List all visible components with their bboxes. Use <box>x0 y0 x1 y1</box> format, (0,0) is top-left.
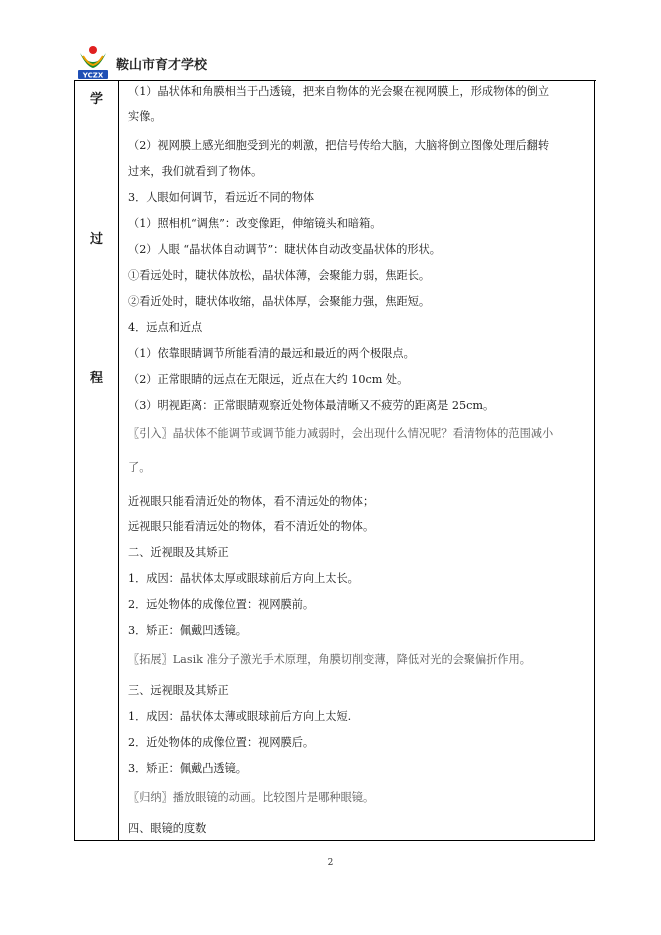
text-line: （2）正常眼睛的远点在无限远，近点在大约 10cm 处。 <box>128 373 409 386</box>
page-number: 2 <box>327 858 334 868</box>
text-line: （1）晶状体和角膜相当于凸透镜，把来自物体的光会聚在视网膜上，形成物体的倒立 <box>128 85 550 98</box>
text-line: 实像。 <box>128 110 162 123</box>
text-line: （1）照相机“调焦”：改变像距，伸缩镜头和暗箱。 <box>128 217 382 230</box>
callout-line: 了。 <box>128 461 151 474</box>
text-line: 1．成因：晶状体太薄或眼球前后方向上太短. <box>128 710 352 723</box>
callout-line: 〖拓展〗Lasik 准分子激光手术原理，角膜切削变薄，降低对光的会聚偏折作用。 <box>128 653 531 666</box>
side-label-cheng: 程 <box>89 371 103 386</box>
text-line: （2）人眼 “晶状体自动调节”：睫状体自动改变晶状体的形状。 <box>128 243 441 256</box>
text-line: 过来，我们就看到了物体。 <box>128 165 263 178</box>
side-label-guo: 过 <box>89 232 103 247</box>
text-line: 3．矫正：佩戴凹透镜。 <box>128 624 247 637</box>
section-heading: 四、眼镜的度数 <box>128 822 207 835</box>
text-line: 3．人眼如何调节，看远近不同的物体 <box>128 191 315 204</box>
text-line: 3．矫正：佩戴凸透镜。 <box>128 762 247 775</box>
text-line: （2）视网膜上感光细胞受到光的刺激，把信号传给大脑，大脑将倒立图像处理后翻转 <box>128 139 550 152</box>
lesson-table <box>74 80 595 841</box>
text-line: 1．成因：晶状体太厚或眼球前后方向上太长。 <box>128 572 359 585</box>
text-line: 近视眼只能看清近处的物体，看不清远处的物体； <box>128 495 375 508</box>
text-line: ①看远处时，睫状体放松，晶状体薄，会聚能力弱，焦距长。 <box>128 269 431 282</box>
callout-line: 〖引入〗晶状体不能调节或调节能力减弱时，会出现什么情况呢？看清物体的范围减小 <box>128 427 554 440</box>
side-label-xue: 学 <box>89 92 103 107</box>
section-heading: 三、远视眼及其矫正 <box>128 684 229 697</box>
text-line: （3）明视距离：正常眼睛观察近处物体最清晰又不疲劳的距离是 25cm。 <box>128 399 495 412</box>
text-line: ②看近处时，睫状体收缩，晶状体厚，会聚能力强，焦距短。 <box>128 295 431 308</box>
column-divider <box>118 80 119 840</box>
text-line: （1）依靠眼睛调节所能看清的最远和最近的两个极限点。 <box>128 347 415 360</box>
logo-text: YCZX <box>82 71 104 80</box>
text-line: 2．近处物体的成像位置：视网膜后。 <box>128 736 315 749</box>
text-line: 4．远点和近点 <box>128 321 203 334</box>
callout-line: 〖归纳〗播放眼镜的动画。比较图片是哪种眼镜。 <box>128 791 375 804</box>
text-line: 2．远处物体的成像位置：视网膜前。 <box>128 598 315 611</box>
school-logo-icon <box>76 44 110 80</box>
section-heading: 二、近视眼及其矫正 <box>128 546 229 559</box>
page-header <box>76 44 596 80</box>
text-line: 远视眼只能看清远处的物体，看不清近处的物体。 <box>128 520 375 533</box>
school-name: 鞍山市育才学校 <box>116 58 208 73</box>
